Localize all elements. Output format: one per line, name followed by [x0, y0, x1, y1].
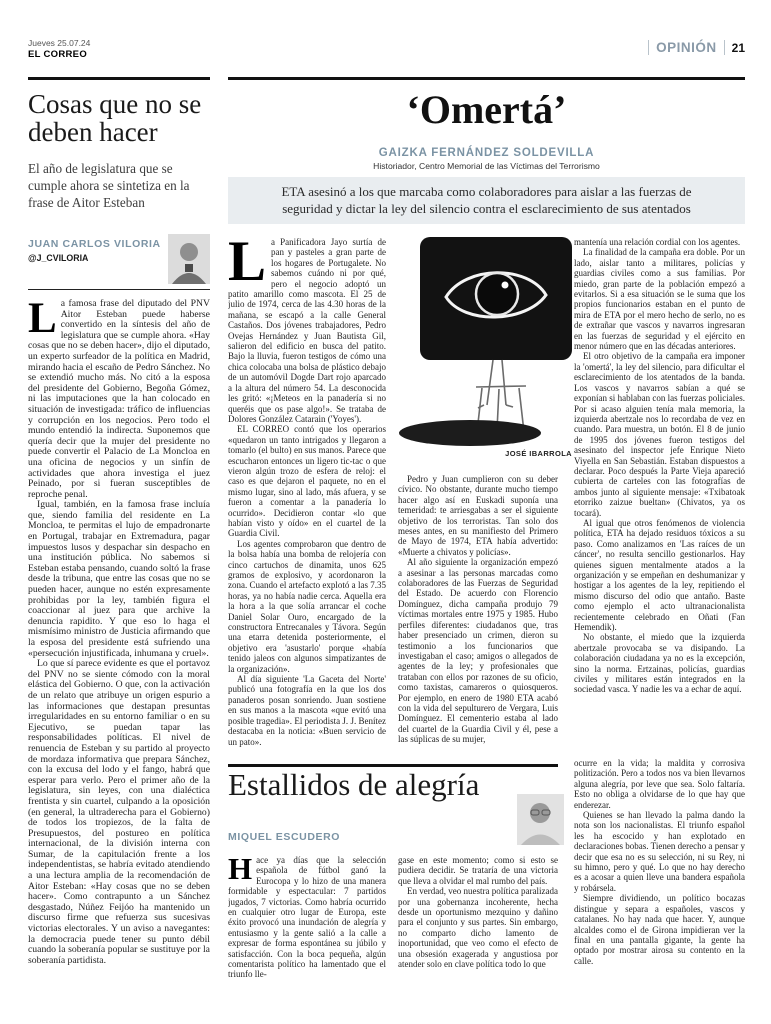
main-article-column-1 [228, 237, 386, 761]
body-paragraph: EL CORREO contó que los operarios «quedaron un tanto intrigados y llegaron a tomarlo (el bulto) en sus manos. Parece que escucharon entonces un ligero tic-tac o que vieron algún trozo de esfera de reloj: el caso es que dejaron el paquete, no en el mismo lugar, sino al lado, más afuera, y se fueron a comentar a la panadería lo ocurrido». Decidieron contar «lo que habían visto y oído» en el cuartel de la Guardia Civil. [228, 424, 386, 539]
lead-paragraph: Hace ya días que la selección española de fútbol ganó la Eurocopa y lo hizo de una manera formidable y espectacular: 7 partidos jugados, 7 victorias. Como habría ocurrido en cualquier otro lugar de Europa, este éxito provocó una inundación de alegría y entusiasmo y la gente salió a la calle a expresar de forma espontánea su júbilo y satisfacción. Con la boca pequeña, algún comentarista político ha lamentado que el triunfo lle- [228, 855, 386, 980]
main-article-standfirst: ETA asesinó a los que marcaba como colaboradores para aislar a las fuerzas de seguridad y dictar la ley del silencio contra el esclarecimiento de sus atentados [228, 177, 745, 224]
body-paragraph: gase en este momento; como si esto se pudiera decidir. Se trataría de una victoria que lleva a olvidar el mal rumbo del país. [398, 855, 558, 886]
body-paragraph: Igual, también, en la famosa frase incluía que, siendo familia del residente en La Moncloa, te permitas el lujo de empadronarte en Portugal, trabajar en Extremadura, pagar impuestos lusos y despachar sin despacho en una institución pública. No sabemos si Esteban estaba pensando, cuando soltó la frase desde la tribuna, que entre las cosas que no se pueden hacer, aunque no estén expresamente prohibidas por la ley, también figura el coaccionar al juez para que archive la denuncia rapidito. Y que eso lo haga el mismísimo ministro de Justicia afirmando que la esposa del presidente está sufriendo una «persecución injustificada, inhumana y cruel». [28, 499, 210, 659]
lead-paragraph: La famosa frase del diputado del PNV Aitor Esteban puede haberse convertido en la síntesis del año de legislatura que se cumple ahora. «Hay cosas que no se deben hacer», dijo el diputado, un experto surfeador de la política en Madrid, mirando hacia el escaño de Pedro Sánchez. No se extendió mucho más. No citó a la esposa del presidente del Gobierno, Begoña Gómez, ni las imputaciones que la han colocado en situación de investigada: tráfico de influencias y corrupción en los negocios. Pero todo el mundo entendió la indirecta. Suponemos que quería decir que la mujer del presidente no puede convertir el Palacio de La Moncloa en una oficina de negocios y un sinfín de actividades que ahora investiga el juez Peinado, por si fueran susceptibles de reproche penal. [28, 299, 210, 500]
left-article-standfirst: El año de legislatura que se cumple ahora se sintetiza en la frase de Aitor Esteban [28, 161, 190, 210]
person-portrait-icon [168, 234, 210, 284]
body-paragraph: El otro objetivo de la campaña era imponer la 'omertá', la ley del silencio, para dificultar el esclarecimiento de los atentados de la banda. Los vascos y navarros sabían a qué se exponían si hablaban con las fuerzas policiales. Por si acaso alguien tenía mala memoria, la izquierda abertzale nos lo recordaba de vez en cuando. Para muestra, un botón. El 8 de junio de 1995 dos jóvenes fueron testigos del asesinato del inspector jefe Enrique Nieto Viyella en San Sebastián. Estaban dispuestos a declarar. Poco después la Parte Vieja apareció cubierta de carteles con las fotografías de ambos junto al siguiente mensaje: «Txibatoak etorriko zaizue bueltan» (Chivatos, ya os tocará). [574, 351, 745, 518]
page-date: Jueves 25.07.24 [28, 38, 91, 48]
main-article-author-role: Historiador, Centro Memorial de las Víctimas del Terrorismo [373, 161, 600, 171]
body-paragraph: Al año siguiente la organización empezó a asesinar a las personas marcadas como colaboradores de las Fuerzas de Seguridad del Estado. De acuerdo con Florencio Domínguez, dicha campaña produjo 79 víctimas mortales entre 1975 y 1985. Hubo perfiles diferentes: ciudadanos que, tras haber presenciado un crimen, dieron su testimonio a los funcionarios que investigaban el caso; amigos o allegados de agentes de la ley; y profesionales que trataban con ellos por razones de su oficio, como taxistas, camareros o quiosqueros. Por ejemplo, en enero de 1980 ETA acabó con la vida del sepulturero de Vergara, Luis Domínguez. El cementerio estaba al lado del cuartel de la Guardia Civil y él, pese a las súplicas de su mujer, [398, 557, 558, 745]
drop-cap: H [228, 855, 253, 886]
main-article-column-3 [574, 237, 745, 743]
author-name: JUAN CARLOS VILORIA [28, 238, 161, 250]
body-paragraph: La finalidad de la campaña era doble. Por un lado, aislar tanto a militares, policías y guardias civiles como a sus familias. Por miedo, gran parte de la población empezó a evitarlos. Si a esa situación se le suma que los propios funcionarios estaban en el punto de mira de ETA por el mero hecho de serlo, no es de extrañar que vascos y navarros ingresaran en las fuerzas de seguridad y el ejército en menor número que en las décadas anteriores. [574, 247, 745, 352]
left-article-body [28, 299, 210, 1011]
bottom-article-headline: Estallidos de alegría [228, 767, 480, 802]
body-paragraph: mantenía una relación cordial con los agentes. [574, 237, 741, 247]
body-paragraph: Quienes se han llevado la palma dando la nota son los nacionalistas. El triunfo español les ha escocido y han explotado en declaraciones bobas. Tienen derecho a pensar y decir que esa no es su selección, ni su Rey, ni su himno, pero y qué. Lo que no hay derecho es a acosar a quien lleve una bandera española y robársela. [574, 810, 745, 893]
body-paragraph: ocurre en la vida; la maldita y corrosiva politización. Pero a todos nos va bien llevarnos alguna alegría, por leve que sea. Solo faltaría. Esto no obliga a olvidarse de lo que hay que enderezar. [574, 758, 745, 810]
person-portrait-icon [517, 794, 564, 845]
body-paragraph: Lo que sí parece evidente es que el portavoz del PNV no se siente cómodo con la moral elástica del Gobierno. O que, con la activación de un relato que atribuye un origen espurio a las informaciones que destapan presuntas irregularidades en su entorno familiar o en su Ejecutivo, se puedan tapar las responsabilidades políticas. El nivel de renuencia de Esteban y su partido al proyecto de mordaza informativa que prepara Sánchez, con la excusa del lodo y el fango, habrá que esperar para verlo. Pero el primer año de la legislatura, sin leyes, con una dialéctica frentista y sin cuartel, culpando a la oposición (en general, la ultraderecha para el Gobierno) de todos los tropiezos, de la falta de Presupuestos, del postureo en política internacional, de la división interna con Sumar, de la capitulación frente a los independentistas, se habría evitado atendiendo a una lectura amplia de la recomendación de Aitor Esteban: «Hay cosas que no se deben hacer». Como contrapunto a un Sánchez desgastado, Núñez Feijóo ha mantenido un discurso firme que refuerza sus sucesivas victorias electorales. Y un aviso a navegantes: la democracia puede tener su punto débil cuando la soberanía popular se sustituye por la soberanía partidista. [28, 658, 210, 966]
divider-bar [724, 40, 725, 55]
body-paragraph: En verdad, veo nuestra política paralizada por una gobernanza incoherente, hecha desde un oportunismo mezquino y dañino para el conjunto y sus partes. Sin embargo, no comparto dicho lamento de inoportunidad, que veo como el efecto de una obsesión exagerada y angustiosa por atender solo en clave política todo lo que [398, 886, 558, 970]
editorial-illustration [398, 237, 572, 446]
author-photo [517, 794, 564, 845]
main-article-column-2 [398, 474, 558, 762]
author-twitter-handle: @J_CVILORIA [28, 253, 89, 263]
bottom-article-column-1 [228, 855, 386, 1015]
body-paragraph: Al día siguiente 'La Gaceta del Norte' publicó una fotografía en la que los dos panaderos posan sonriendo. Juan sostiene en sus manos a la mascota «que evitó una posible tragedia». El periodista J. J. Benítez destacaba en la noticia: «Buen servicio de un pato». [228, 674, 386, 747]
lead-paragraph: La Panificadora Jayo surtía de pan y pasteles a gran parte de los hogares de Portugalete. No sabemos cuándo ni por qué, pero el negocio adoptó un patito amarillo como mascota. El 25 de julio de 1974, cerca de las 4.30 horas de la mañana, se escapó a la calle General Castaños. Dos jóvenes trabajadores, Pedro Ovejas Hernández y Juan Bautista Gil, salieron del edificio en busca del patito. Bajo la lluvia, fueron testigos de cómo una chica colocaba una bolsa de plástico debajo de un automóvil Dogde Dart rojo aparcado a la altura del número 54. La desconocida les gritó: «¡Meteos en la panadería si no queréis que os pase algo!». Se trataba de Dolores González Catarain ('Yoyes'). [228, 237, 386, 424]
main-article-headline: ‘Omertá’ [406, 87, 567, 132]
drop-cap: L [228, 237, 267, 293]
rule-main-column [228, 77, 745, 80]
section-header [648, 40, 745, 55]
main-article-author: GAIZKA FERNÁNDEZ SOLDEVILLA [378, 147, 595, 159]
author-photo [168, 234, 210, 284]
body-paragraph: Siempre dividiendo, un político bocazas distingue y separa a españoles, vascos y catalanes. No hay nada que hacer. Y, aunque alcaldes como el de Girona impidieran ver la final en una pantalla gigante, la gente ha optado por mostrar airosa su contento en la calle. [574, 893, 745, 966]
left-article-author-block [28, 238, 210, 286]
body-paragraph: Al igual que otros fenómenos de violencia política, ETA ha dejado residuos tóxicos a su paso. Como analizamos en 'Las raíces de un cáncer', no resulta sencillo gestionarlos. Hay quienes siguen mentalmente atados a la organización y se empeñan en deshumanizar y hostigar a los agentes de la ley, repitiendo el mismo discurso del odio que antaño. Baste como ejemplo el acto ultranacionalista recientemente celebrado en Oñati (Fan Hemendik). [574, 517, 745, 633]
body-paragraph: Los agentes comprobaron que dentro de la bolsa había una bomba de relojería con cinco cartuchos de dinamita, unos 625 gramos de explosivo, y acordonaron la zona. Cuando el artefacto explotó a las 7.35 horas, ya no había nadie cerca. Aquella era la hora a la que solía arrancar el coche Daniel Solar Ouro, encargado de la constructora Entrecanales y Távora. Según una etarra detenida posteriormente, el objetivo era 'asustarlo' porque «había tenido jaleos con algunos simpatizantes de la organización». [228, 538, 386, 674]
newspaper-brand: EL CORREO [28, 49, 88, 60]
illustration-credit: JOSÉ IBARROLA [505, 449, 572, 458]
left-article-headline: Cosas que no se deben hacer [28, 89, 202, 147]
bottom-article-author: MIQUEL ESCUDERO [228, 831, 341, 843]
bottom-article-column-2 [398, 855, 558, 1015]
rule-left-column [28, 77, 210, 80]
eye-and-chair-illustration [398, 237, 572, 446]
drop-cap: L [28, 299, 57, 342]
body-paragraph: Pedro y Juan cumplieron con su deber cívico. No obstante, durante mucho tiempo hacer algo así en Euskadi suponía una temeridad: te arriesgabas a ser el siguiente objetivo de los terroristas. Tan solo dos meses antes, en su manifiesto del Primero de Mayo de 1974, ETA había advertido: «Muerte a chivatos y policías». [398, 474, 558, 557]
author-divider-rule [28, 289, 210, 290]
body-paragraph: No obstante, el miedo que la izquierda abertzale provocaba se va disipando. La colaboración ciudadana ya no es la excepción, sino la norma. Ertzainas, policías, guardias civiles y militares están integrados en la sociedad vasca. Y nadie les va a echar de aquí. [574, 632, 745, 695]
divider-bar [648, 40, 649, 55]
bottom-article-column-3 [574, 758, 745, 992]
section-name: OPINIÓN [656, 40, 717, 55]
page-number: 21 [731, 40, 745, 55]
